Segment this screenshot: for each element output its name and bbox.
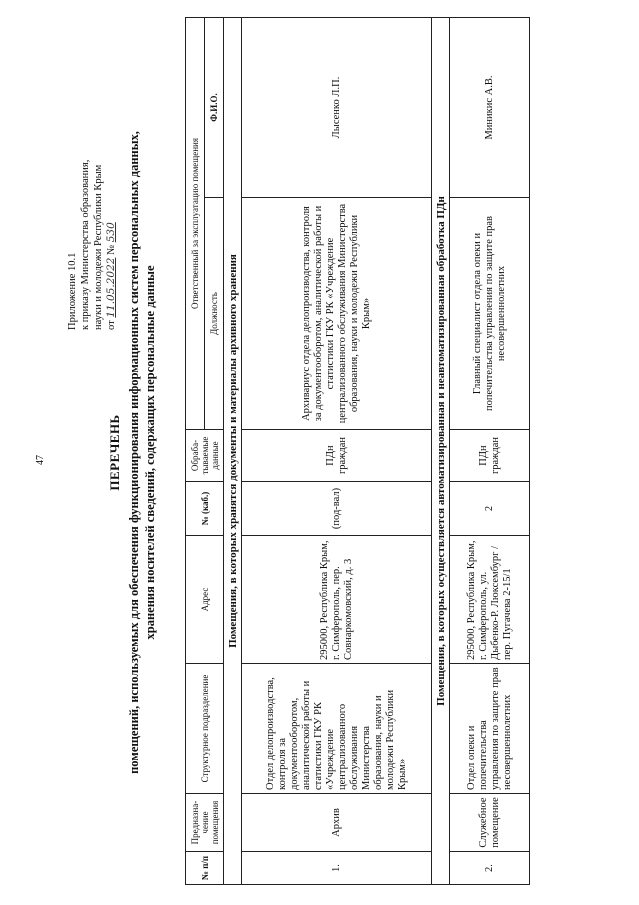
- subtitle-line-1: помещений, используемых для обеспечения функционирования информационных систем персональных данных,: [127, 131, 141, 774]
- header-num: № п/п: [186, 852, 224, 885]
- cell-name: Лысенко Л.П.: [242, 18, 432, 198]
- date-value: 11.05.2022: [105, 257, 117, 318]
- document-heading: ПЕРЕЧЕНЬ: [107, 414, 122, 491]
- header-department: Структурное подразделение: [186, 664, 224, 794]
- subtitle-line-2: хранения носителей сведений, содержащих персональные данные: [143, 265, 157, 640]
- cell-data: ПДн граждан: [242, 430, 432, 482]
- cell-position: Архивариус отдела делопроизводства, контроля за документооборотом, аналитической работы и статистики ГКУ РК «Учреждение централизованного обслуживания Министерства образования, науки и молодежи Республики Крым»: [242, 198, 432, 430]
- header-data: Обраба-тываемые данные: [186, 430, 224, 482]
- cell-purpose: Служебное помещение: [450, 794, 530, 852]
- header-address: Адрес: [186, 536, 224, 664]
- cell-room: (под-вал): [242, 482, 432, 536]
- cell-address: 295000, Республика Крым, г. Симферополь, пер. Совнаркомовский, д. 3: [242, 536, 432, 664]
- cell-room: 2: [450, 482, 530, 536]
- number-value: 530: [105, 222, 117, 243]
- header-responsible: Ответственный за эксплуатацию помещения: [186, 18, 205, 430]
- section-row: [224, 18, 242, 885]
- page-number: 47: [35, 455, 46, 465]
- table-row: [450, 18, 530, 885]
- appendix-line-1: Приложение 10.1: [67, 252, 78, 330]
- date-prefix: от: [106, 320, 117, 330]
- cell-num: 1.: [242, 852, 432, 885]
- table-header-row-1: [186, 18, 205, 885]
- header-purpose: Предназна-чение помещения: [186, 794, 224, 852]
- appendix-line-2: к приказу Министерства образования,: [80, 159, 91, 330]
- cell-department: Отдел делопроизводства, контроля за документооборотом, аналитической работы и статистики ГКУ РК «Учреждение централизованного обслуживания Министерства образования, науки и молодежи Республики Крым»: [242, 664, 432, 794]
- cell-position: Главный специалист отдела опеки и попечительства управления по защите прав несовершеннолетних: [450, 198, 530, 430]
- cell-name: Миникис А.В.: [450, 18, 530, 198]
- header-position: Должность: [205, 198, 224, 430]
- header-name: Ф.И.О.: [205, 18, 224, 198]
- cell-purpose: Архив: [242, 794, 432, 852]
- number-prefix: №: [106, 244, 117, 255]
- section-row: [432, 18, 450, 885]
- section-title: Помещения, в которых осуществляется автоматизированная и неавтоматизированная обработка ПДн: [432, 18, 450, 885]
- header-room: № (каб.): [186, 482, 224, 536]
- cell-data: ПДн граждан: [450, 430, 530, 482]
- document-subtitle: [126, 0, 158, 905]
- cell-num: 2.: [450, 852, 530, 885]
- premises-table: [185, 17, 530, 885]
- appendix-line-3: науки и молодежи Республики Крым: [93, 164, 104, 330]
- cell-address: 295000, Республика Крым, г. Симферополь, ул. Дыбенко-Р. Люксембург / пер. Пугачева 2-15/1: [450, 536, 530, 664]
- cell-department: Отдел опеки и попечительства управления по защите прав несовершеннолетних: [450, 664, 530, 794]
- table-row: [242, 18, 432, 885]
- section-title: Помещения, в которых хранятся документы и материалы архивного хранения: [224, 18, 242, 885]
